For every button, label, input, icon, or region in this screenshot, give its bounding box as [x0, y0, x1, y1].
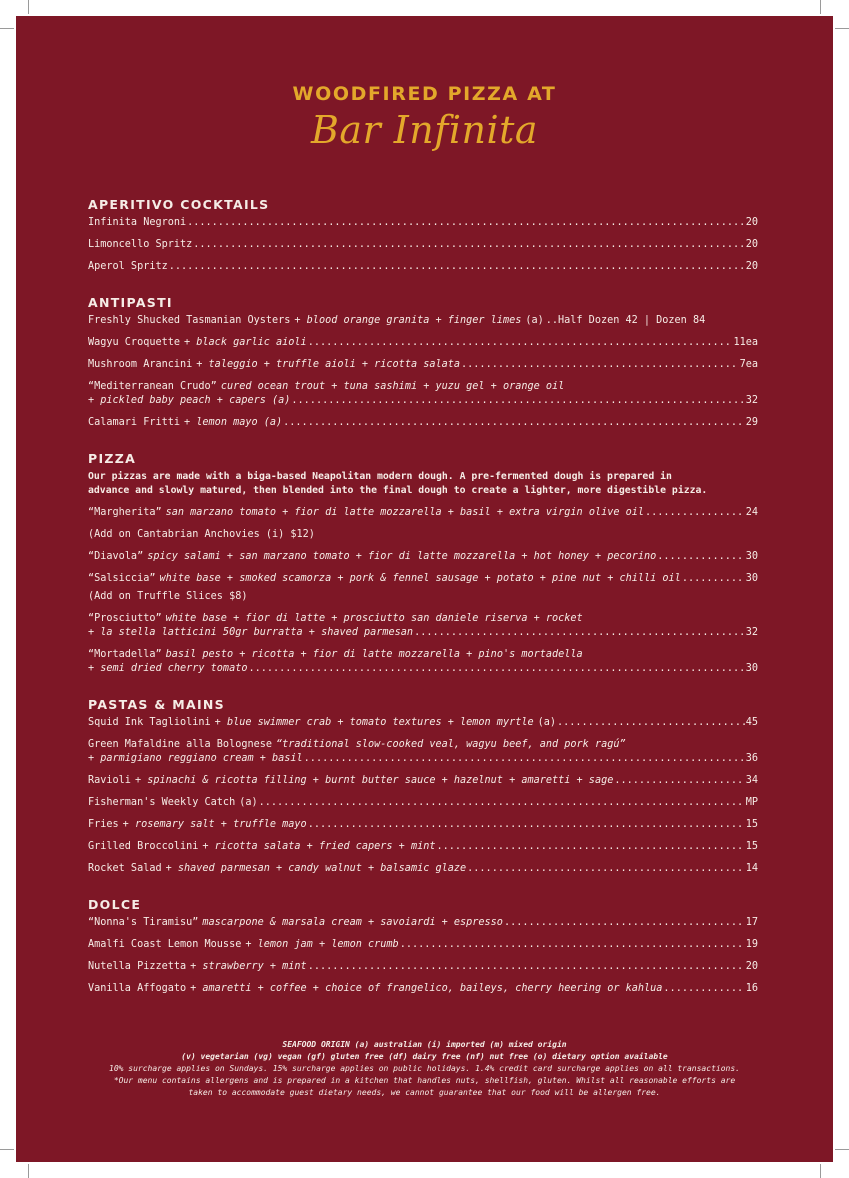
leader-dots — [187, 216, 745, 230]
item-price: 30 — [745, 663, 758, 674]
item-description: + lemon jam + lemon crumb — [245, 939, 399, 950]
item-name: “Nonna's Tiramisu” — [88, 917, 199, 928]
menu-item — [88, 612, 758, 640]
item-description: + lemon mayo (a) — [184, 417, 283, 428]
leader-dots — [557, 716, 745, 730]
leader-dots — [283, 416, 745, 430]
item-name: Amalfi Coast Lemon Mousse — [88, 939, 242, 950]
item-description: + spinachi & ricotta filling + burnt butter sauce + hazelnut + amaretti + sage — [134, 775, 614, 786]
item-price: 45 — [745, 717, 758, 728]
menu-item — [88, 260, 758, 274]
item-description: mascarpone & marsala cream + savoiardi + espresso — [202, 917, 503, 928]
menu-item — [88, 916, 758, 930]
origin-tag: (a) — [537, 717, 557, 728]
item-name: Limoncello Spritz — [88, 239, 193, 250]
item-description: white base + fior di latte + prosciutto san daniele riserva + rocket — [165, 613, 583, 624]
item-price: MP — [745, 797, 758, 808]
leader-dots — [308, 818, 745, 832]
item-name: Fisherman's Weekly Catch — [88, 797, 236, 808]
item-price: 32 — [745, 627, 758, 638]
leader-dots — [663, 982, 744, 996]
section-title-antipasti: ANTIPASTI — [88, 295, 173, 310]
crop-mark — [28, 1164, 29, 1178]
origin-tag: (a) — [239, 797, 258, 808]
item-price: 7ea — [739, 359, 758, 370]
crop-mark — [28, 0, 29, 14]
leader-dots — [193, 238, 744, 252]
menu-item — [88, 840, 758, 854]
allergen-note-cont: taken to accommodate guest dietary needs, we cannot guarantee that our food will be allergen free. — [188, 1088, 661, 1097]
item-price: 16 — [745, 983, 758, 994]
menu-item — [88, 506, 758, 520]
item-name: Grilled Broccolini — [88, 841, 199, 852]
section-title-dolce: DOLCE — [88, 897, 142, 912]
item-description-cont: + semi dried cherry tomato — [88, 663, 248, 674]
menu-item — [88, 216, 758, 230]
pizza-intro-line: Our pizzas are made with a biga-based Neapolitan modern dough. A pre-fermented dough is prepared in — [88, 471, 672, 482]
item-name: Freshly Shucked Tasmanian Oysters — [88, 315, 291, 326]
menu-item — [88, 738, 758, 766]
item-name: Aperol Spritz — [88, 261, 168, 272]
menu-item — [88, 572, 758, 586]
item-price: 11ea — [733, 337, 758, 348]
item-price: 30 — [745, 573, 758, 584]
item-description: + ricotta salata + fried capers + mint — [202, 841, 436, 852]
item-name: “Mediterranean Crudo” — [88, 381, 217, 392]
leader-dots — [308, 960, 745, 974]
leader-dots — [645, 506, 745, 520]
menu-item — [88, 982, 758, 996]
item-name: Nutella Pizzetta — [88, 961, 187, 972]
leader-dots — [400, 938, 745, 952]
leader-dots — [169, 260, 745, 274]
item-name: Fries — [88, 819, 119, 830]
leader-dots — [436, 840, 744, 854]
item-price: 20 — [745, 961, 758, 972]
item-price: 19 — [745, 939, 758, 950]
crop-mark — [820, 0, 821, 14]
menu-item — [88, 818, 758, 832]
item-description: cured ocean trout + tuna sashimi + yuzu gel + orange oil — [220, 381, 565, 392]
leader-dots — [657, 550, 744, 564]
menu-item — [88, 938, 758, 952]
menu-item — [88, 380, 758, 408]
dietary-legend: (v) vegetarian (vg) vegan (gf) gluten free (df) dairy free (nf) nut free (o) dietary option available — [181, 1052, 668, 1061]
restaurant-logo: Bar Infinita — [310, 108, 539, 152]
menu-item — [88, 416, 758, 430]
leader-dots — [291, 394, 744, 408]
header-title: WOODFIRED PIZZA AT — [292, 83, 557, 105]
item-description: white base + smoked scamorza + pork & fennel sausage + potato + pine nut + chilli oil — [159, 573, 681, 584]
section-title-pizza: PIZZA — [88, 451, 137, 466]
leader-dots — [259, 796, 745, 810]
crop-mark — [0, 1149, 14, 1150]
item-description: + shaved parmesan + candy walnut + balsamic glaze — [165, 863, 467, 874]
item-name: Squid Ink Tagliolini — [88, 717, 211, 728]
item-name: Vanilla Affogato — [88, 983, 187, 994]
leader-dots — [467, 862, 745, 876]
item-description: basil pesto + ricotta + fior di latte mozzarella + pino's mortadella — [165, 649, 583, 660]
menu-item — [88, 358, 758, 372]
item-description-cont: + pickled baby peach + capers (a) — [88, 395, 291, 406]
leader-dots — [461, 358, 739, 372]
origin-tag: (a) — [525, 315, 544, 326]
surcharge-note: 10% surcharge applies on Sundays. 15% surcharge applies on public holidays. 1.4% credit card surcharge applies on all transactions. — [109, 1064, 740, 1073]
item-price: 29 — [745, 417, 758, 428]
item-price: 15 — [745, 841, 758, 852]
item-price: 20 — [745, 261, 758, 272]
item-price: 24 — [745, 507, 758, 518]
item-description-cont: + la stella latticini 50gr burratta + shaved parmesan — [88, 627, 414, 638]
crop-mark — [835, 1149, 849, 1150]
item-description: spicy salami + san marzano tomato + fior di latte mozzarella + hot honey + pecorino — [147, 551, 657, 562]
item-description: + blood orange granita + finger limes — [294, 315, 522, 326]
item-name: Mushroom Arancini — [88, 359, 193, 370]
item-price: 30 — [745, 551, 758, 562]
addon-note: (Add on Cantabrian Anchovies (i) $12) — [88, 529, 315, 540]
section-title-aperitivo: APERITIVO COCKTAILS — [88, 197, 270, 212]
menu-item — [88, 238, 758, 252]
leader-dots — [414, 626, 745, 640]
menu-content — [88, 194, 758, 1004]
item-price: 34 — [745, 775, 758, 786]
menu-item — [88, 716, 758, 730]
item-name: Green Mafaldine alla Bolognese — [88, 739, 273, 750]
crop-mark — [820, 1164, 821, 1178]
item-name: Calamari Fritti — [88, 417, 181, 428]
leader-dots — [682, 572, 745, 586]
item-name: “Margherita” — [88, 507, 162, 518]
item-name: Rocket Salad — [88, 863, 162, 874]
menu-item — [88, 550, 758, 564]
menu-item — [88, 862, 758, 876]
menu-item — [88, 314, 758, 328]
section-title-pastas: PASTAS & MAINS — [88, 697, 225, 712]
item-description: + blue swimmer crab + tomato textures + lemon myrtle — [214, 717, 534, 728]
menu-item — [88, 960, 758, 974]
item-description: + rosemary salt + truffle mayo — [122, 819, 307, 830]
addon-note: (Add on Truffle Slices $8) — [88, 591, 248, 602]
item-description: “traditional slow-cooked veal, wagyu beef, and pork ragú” — [276, 739, 626, 750]
item-price: 20 — [745, 239, 758, 250]
item-name: “Prosciutto” — [88, 613, 162, 624]
seafood-origin-legend: SEAFOOD ORIGIN (a) australian (i) imported (m) mixed origin — [282, 1040, 567, 1049]
item-description-cont: + parmigiano reggiano cream + basil — [88, 753, 303, 764]
item-description: + amaretti + coffee + choice of frangelico, baileys, cherry heering or kahlua — [190, 983, 663, 994]
pizza-intro — [88, 470, 758, 498]
item-price: 15 — [745, 819, 758, 830]
item-price: 20 — [745, 217, 758, 228]
item-name: “Mortadella” — [88, 649, 162, 660]
item-name: “Diavola” — [88, 551, 144, 562]
item-description: + black garlic aioli — [184, 337, 307, 348]
item-price: 32 — [745, 395, 758, 406]
item-price: 14 — [745, 863, 758, 874]
leader-dots — [248, 662, 744, 676]
crop-mark — [835, 28, 849, 29]
item-name: Infinita Negroni — [88, 217, 187, 228]
item-price: 17 — [745, 917, 758, 928]
item-name: Wagyu Croquette — [88, 337, 181, 348]
leader-dots — [614, 774, 744, 788]
menu-item — [88, 336, 758, 350]
leader-dots — [304, 752, 745, 766]
item-name: Ravioli — [88, 775, 131, 786]
menu-page — [16, 16, 833, 1162]
crop-mark — [0, 28, 14, 29]
item-price: 36 — [745, 753, 758, 764]
item-description: san marzano tomato + fior di latte mozzarella + basil + extra virgin olive oil — [165, 507, 645, 518]
leader-dots — [504, 916, 745, 930]
item-price: ..Half Dozen 42 | Dozen 84 — [545, 315, 706, 326]
menu-footer — [16, 1039, 833, 1099]
allergen-note: *Our menu contains allergens and is prepared in a kitchen that handles nuts, shellfish, gluten. Whilst all reasonable efforts are — [113, 1076, 736, 1085]
menu-item — [88, 796, 758, 810]
item-description: + taleggio + truffle aioli + ricotta salata — [196, 359, 461, 370]
item-name: “Salsiccia” — [88, 573, 156, 584]
leader-dots — [308, 336, 733, 350]
item-description: + strawberry + mint — [190, 961, 307, 972]
menu-item — [88, 774, 758, 788]
menu-item — [88, 648, 758, 676]
pizza-intro-line: advance and slowly matured, then blended into the final dough to create a lighter, more digestible pizza. — [88, 485, 708, 496]
